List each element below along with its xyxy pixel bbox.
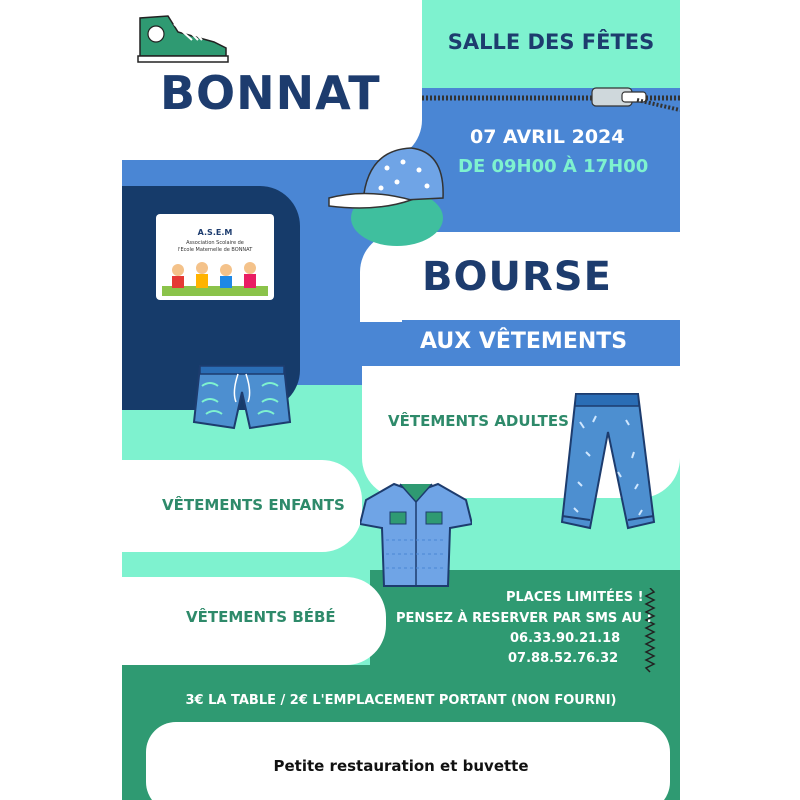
town-name: BONNAT [160,66,381,120]
shorts-icon [192,362,292,434]
booking-limited: PLACES LIMITÉES ! [506,590,644,605]
children-illustration-icon [162,256,268,296]
logo-line-1: Association Scolaire de [186,240,244,246]
event-date: 07 AVRIL 2024 [470,126,625,148]
category-adults: VÊTEMENTS ADULTES [388,412,569,430]
event-title: BOURSE [422,254,612,300]
jeans-icon [556,392,656,534]
poster [122,0,680,800]
phone-number-2: 07.88.52.76.32 [508,651,619,666]
zipper-icon [422,86,680,114]
booking-instructions: PENSEZ À RESERVER PAR SMS AU : [396,611,652,626]
pricing-info: 3€ LA TABLE / 2€ L'EMPLACEMENT PORTANT (NON FOURNI) [185,693,617,708]
logo-line-2: l'Ecole Maternelle de BONNAT [177,247,253,253]
logo-acronym: A.S.E.M [197,228,233,237]
event-hours: DE 09H00 À 17H00 [458,156,649,177]
shirt-icon [360,480,472,590]
cap-icon [327,138,447,248]
asem-logo [156,214,274,300]
zigzag-decoration-icon [642,588,658,674]
category-children: VÊTEMENTS ENFANTS [162,496,345,514]
phone-number-1: 06.33.90.21.18 [510,631,621,646]
venue: SALLE DES FÊTES [447,30,655,54]
category-baby: VÊTEMENTS BÉBÉ [186,608,336,626]
sneaker-icon [134,12,230,66]
footer-text: Petite restauration et buvette [273,757,529,775]
event-subtitle: AUX VÊTEMENTS [420,329,628,354]
